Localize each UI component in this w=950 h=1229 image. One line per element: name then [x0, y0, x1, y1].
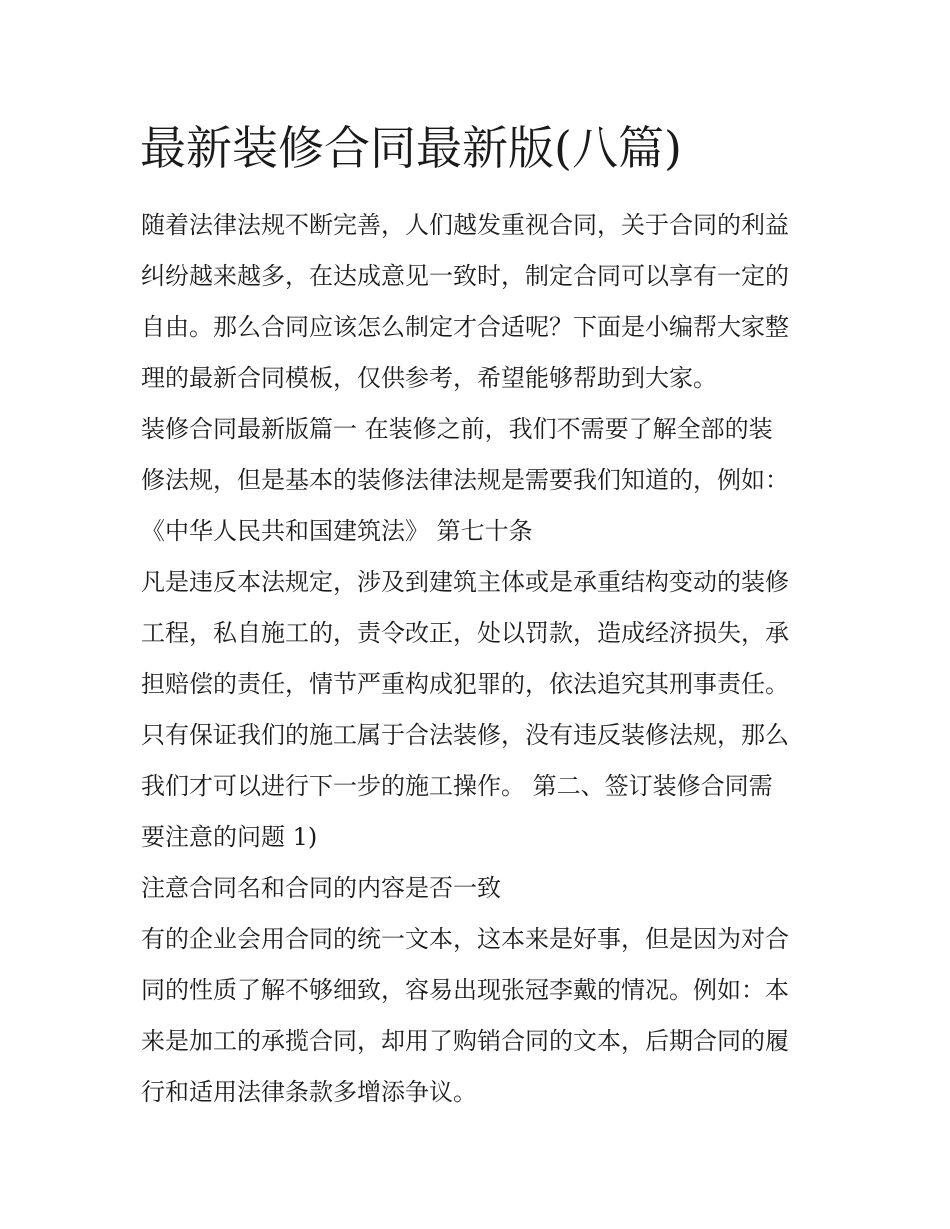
text-line: 来是加工的承揽合同，却用了购销合同的文本，后期合同的履 — [141, 1027, 789, 1055]
text-line: 我们才可以进行下一步的施工操作。 第二、签订装修合同需 — [141, 772, 773, 800]
document-body — [141, 200, 821, 1118]
text-line: 《中华人民共和国建筑法》 第七十条 — [141, 517, 533, 545]
text-line: 纠纷越来越多，在达成意见一致时，制定合同可以享有一定的 — [141, 262, 789, 290]
text-line: 只有保证我们的施工属于合法装修，没有违反装修法规，那么 — [141, 721, 789, 749]
text-line: 同的性质了解不够细致，容易出现张冠李戴的情况。例如：本 — [141, 976, 789, 1004]
text-line: 随着法律法规不断完善，人们越发重视合同，关于合同的利益 — [141, 211, 789, 239]
text-line: 装修合同最新版篇一 在装修之前，我们不需要了解全部的装 — [141, 415, 773, 443]
text-line: 担赔偿的责任，情节严重构成犯罪的，依法追究其刑事责任。 — [141, 670, 789, 698]
text-line: 修法规，但是基本的装修法律法规是需要我们知道的，例如： — [141, 466, 789, 494]
text-line: 工程，私自施工的，责令改正，处以罚款，造成经济损失，承 — [141, 619, 789, 647]
text-line: 有的企业会用合同的统一文本，这本来是好事，但是因为对合 — [141, 925, 789, 953]
text-line: 要注意的问题 1) — [141, 823, 318, 851]
text-line: 行和适用法律条款多增添争议。 — [141, 1078, 477, 1106]
text-line: 凡是违反本法规定，涉及到建筑主体或是承重结构变动的装修 — [141, 568, 789, 596]
text-line: 自由。那么合同应该怎么制定才合适呢？下面是小编帮大家整 — [141, 313, 789, 341]
document-title: 最新装修合同最新版(八篇) — [140, 121, 682, 175]
text-line: 理的最新合同模板，仅供参考，希望能够帮助到大家。 — [141, 364, 717, 392]
text-line: 注意合同名和合同的内容是否一致 — [141, 874, 501, 902]
